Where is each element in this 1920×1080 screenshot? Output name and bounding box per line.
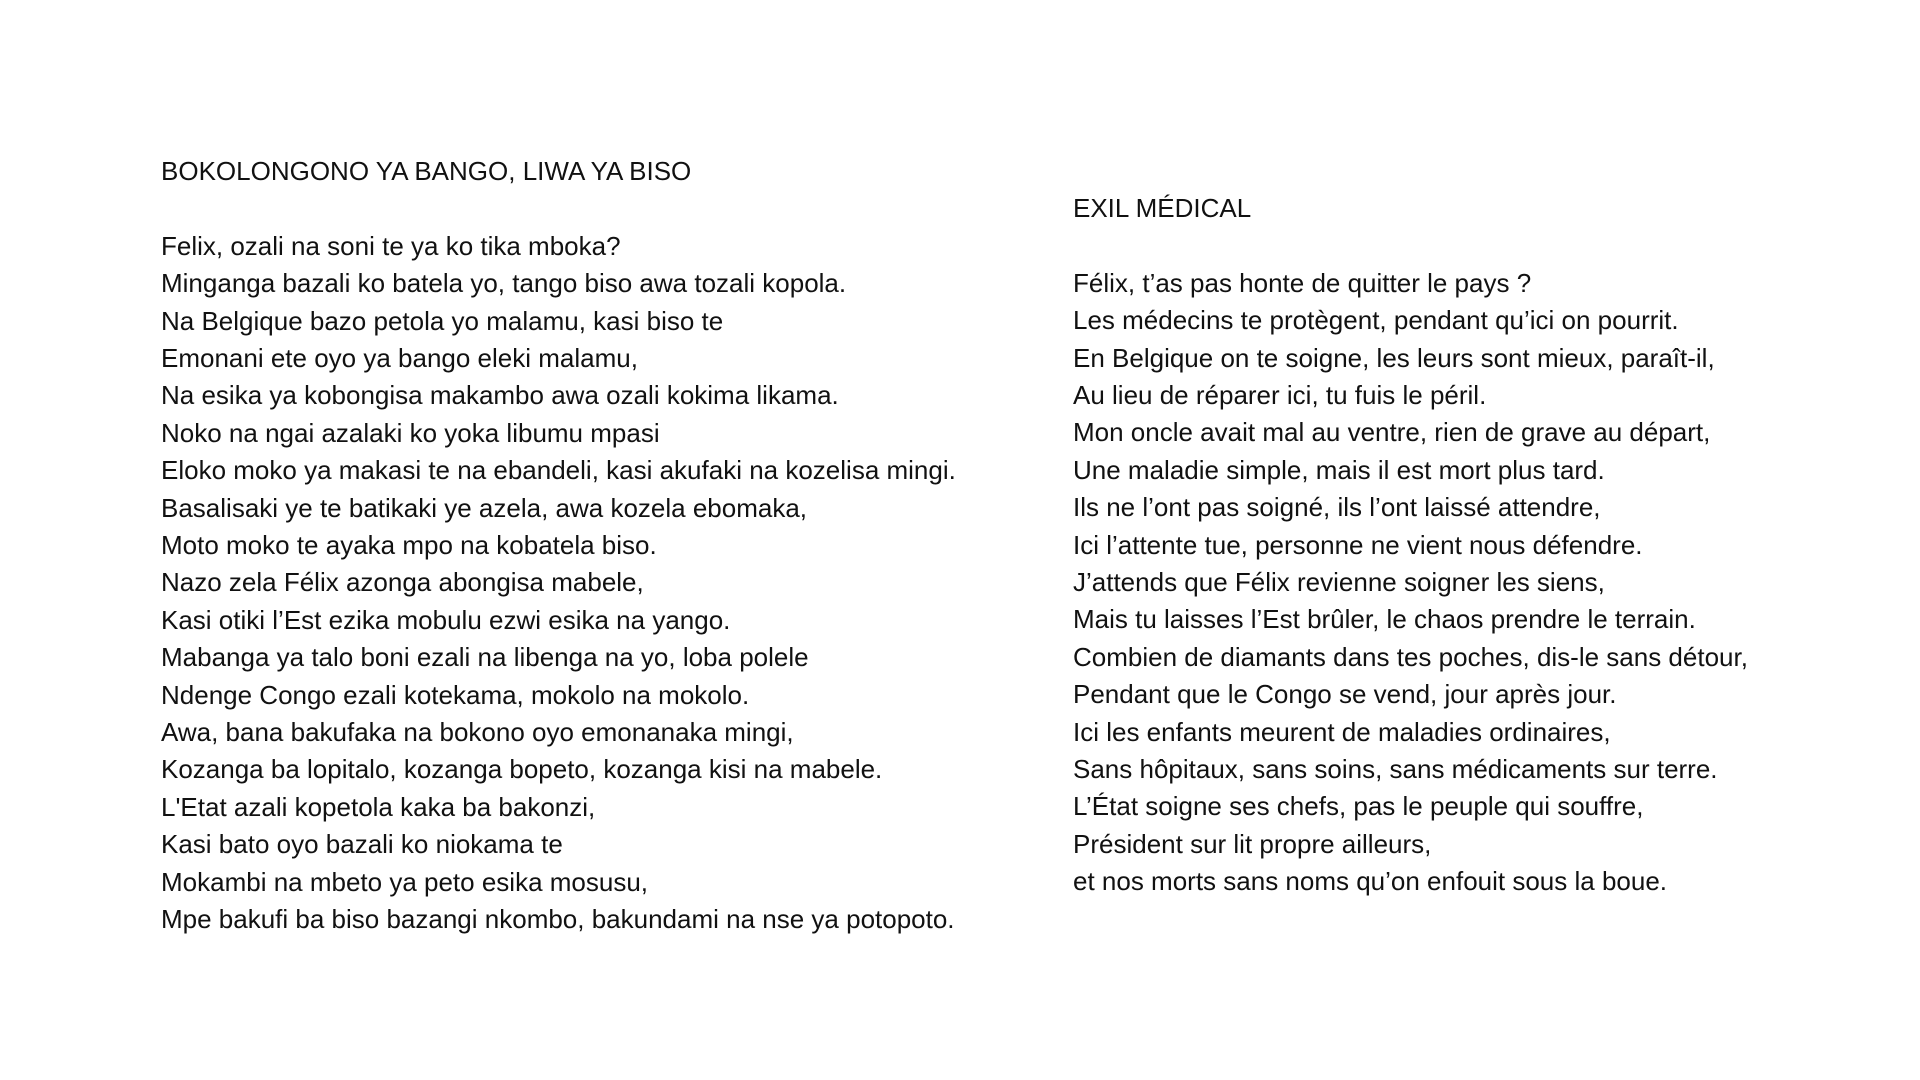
poem-line: Mon oncle avait mal au ventre, rien de grave au départ, [1073,417,1711,448]
lingala-poem-title: BOKOLONGONO YA BANGO, LIWA YA BISO [161,156,692,186]
poem-line: Les médecins te protègent, pendant qu’ici on pourrit. [1073,305,1679,336]
lingala-poem-lines [161,228,1041,939]
poem-line: Kasi otiki l’Est ezika mobulu ezwi esika na yango. [161,604,731,635]
french-poem [1073,190,1893,901]
poem-line: Kasi bato oyo bazali ko niokama te [161,829,563,860]
poem-line: Ndenge Congo ezali kotekama, mokolo na mokolo. [161,679,750,710]
poem-line: Président sur lit propre ailleurs, [1073,828,1432,859]
poem-line: J’attends que Félix revienne soigner les siens, [1073,567,1605,598]
poem-line: Mais tu laisses l’Est brûler, le chaos prendre le terrain. [1073,604,1696,635]
poem-line: Une maladie simple, mais il est mort plus tard. [1073,454,1605,485]
poem-line: Noko na ngai azalaki ko yoka libumu mpasi [161,417,660,448]
poem-line: Moto moko te ayaka mpo na kobatela biso. [161,530,657,561]
poem-line: Mabanga ya talo boni ezali na libenga na yo, loba polele [161,642,809,673]
poem-line: Basalisaki ye te batikaki ye azela, awa kozela ebomaka, [161,492,808,523]
title-spacer [161,190,1041,227]
poem-line: Nazo zela Félix azonga abongisa mabele, [161,567,644,598]
poem-line: Ils ne l’ont pas soigné, ils l’ont laissé attendre, [1073,492,1601,523]
poem-line: Sans hôpitaux, sans soins, sans médicaments sur terre. [1073,754,1718,785]
lingala-poem [161,153,1041,939]
poem-line: L’État soigne ses chefs, pas le peuple qui souffre, [1073,791,1644,822]
poem-line: Félix, t’as pas honte de quitter le pays ? [1073,267,1532,298]
poem-line: Awa, bana bakufaka na bokono oyo emonanaka mingi, [161,717,794,748]
poem-line: Na esika ya kobongisa makambo awa ozali kokima likama. [161,380,839,411]
poem-line: Minganga bazali ko batela yo, tango biso awa tozali kopola. [161,268,847,299]
french-poem-lines [1073,265,1893,901]
poem-line: Pendant que le Congo se vend, jour après jour. [1073,679,1617,710]
poem-line: Mokambi na mbeto ya peto esika mosusu, [161,866,649,897]
poem-line: Mpe bakufi ba biso bazangi nkombo, bakundami na nse ya potopoto. [161,904,955,935]
poem-line: Kozanga ba lopitalo, kozanga bopeto, kozanga kisi na mabele. [161,754,883,785]
poem-line: En Belgique on te soigne, les leurs sont mieux, paraît-il, [1073,342,1715,373]
poem-line: Ici les enfants meurent de maladies ordinaires, [1073,716,1611,747]
poem-line: Na Belgique bazo petola yo malamu, kasi biso te [161,305,724,336]
poem-line: Felix, ozali na soni te ya ko tika mboka? [161,230,621,261]
poem-line: Combien de diamants dans tes poches, dis-le sans détour, [1073,641,1748,672]
poem-line: et nos morts sans noms qu’on enfouit sous la boue. [1073,866,1668,897]
poem-line: Ici l’attente tue, personne ne vient nous défendre. [1073,529,1643,560]
poem-line: Au lieu de réparer ici, tu fuis le péril. [1073,380,1487,411]
title-spacer [1073,227,1893,264]
poem-line: Eloko moko ya makasi te na ebandeli, kasi akufaki na kozelisa mingi. [161,455,956,486]
poem-line: Emonani ete oyo ya bango eleki malamu, [161,343,638,374]
poem-line: L'Etat azali kopetola kaka ba bakonzi, [161,791,596,822]
french-poem-title: EXIL MÉDICAL [1073,193,1252,223]
